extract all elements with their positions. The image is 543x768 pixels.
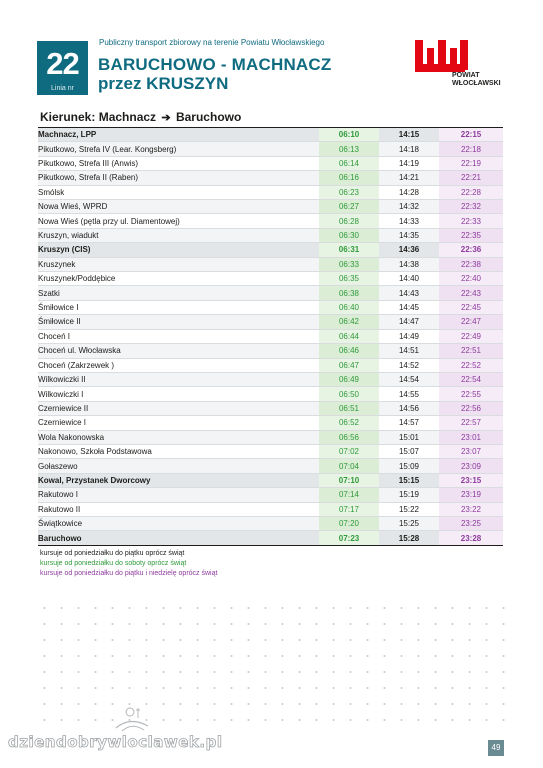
route-via: przez KRUSZYN bbox=[98, 74, 229, 93]
time-course-1: 06:30 bbox=[319, 228, 379, 242]
time-course-2: 14:55 bbox=[379, 387, 439, 401]
time-course-3: 23:22 bbox=[439, 502, 503, 516]
time-course-1: 06:35 bbox=[319, 272, 379, 286]
time-course-3: 22:55 bbox=[439, 387, 503, 401]
time-course-2: 15:01 bbox=[379, 430, 439, 444]
time-course-1: 06:56 bbox=[319, 430, 379, 444]
time-course-2: 14:45 bbox=[379, 300, 439, 314]
time-course-3: 23:01 bbox=[439, 430, 503, 444]
time-course-2: 14:38 bbox=[379, 257, 439, 271]
time-course-2: 14:32 bbox=[379, 200, 439, 214]
time-course-1: 06:46 bbox=[319, 344, 379, 358]
time-course-2: 14:56 bbox=[379, 401, 439, 415]
table-row bbox=[38, 142, 503, 156]
table-row bbox=[38, 156, 503, 170]
stop-name: Wilkowiczki I bbox=[38, 387, 319, 401]
line-number: 22 bbox=[46, 46, 79, 81]
time-course-3: 22:47 bbox=[439, 315, 503, 329]
table-row bbox=[38, 200, 503, 214]
stop-name: Wilkowiczki II bbox=[38, 372, 319, 386]
table-row bbox=[38, 416, 503, 430]
table-row bbox=[38, 473, 503, 487]
table-row bbox=[38, 488, 503, 502]
stop-name: Czerniewice II bbox=[38, 401, 319, 415]
direction-prefix: Kierunek: bbox=[40, 110, 96, 124]
stop-name: Kruszyn, wiadukt bbox=[38, 228, 319, 242]
time-course-1: 07:04 bbox=[319, 459, 379, 473]
table-row bbox=[38, 272, 503, 286]
time-course-2: 14:35 bbox=[379, 228, 439, 242]
line-caption: Linia nr bbox=[51, 85, 74, 92]
table-row bbox=[38, 531, 503, 545]
time-course-1: 06:49 bbox=[319, 372, 379, 386]
stop-name: Szatki bbox=[38, 286, 319, 300]
table-row bbox=[38, 185, 503, 199]
time-course-2: 14:40 bbox=[379, 272, 439, 286]
table-row bbox=[38, 372, 503, 386]
time-course-3: 22:36 bbox=[439, 243, 503, 257]
stop-name: Czerniewice I bbox=[38, 416, 319, 430]
time-course-2: 14:49 bbox=[379, 329, 439, 343]
arrow-right-icon: ➔ bbox=[161, 112, 171, 124]
time-course-2: 15:22 bbox=[379, 502, 439, 516]
page-header bbox=[0, 0, 543, 100]
time-course-3: 22:33 bbox=[439, 214, 503, 228]
time-course-1: 06:50 bbox=[319, 387, 379, 401]
page-number: 49 bbox=[488, 740, 504, 756]
time-course-2: 14:47 bbox=[379, 315, 439, 329]
route-title: BARUCHOWO - MACHNACZ bbox=[98, 55, 332, 74]
time-course-3: 22:35 bbox=[439, 228, 503, 242]
time-course-1: 06:47 bbox=[319, 358, 379, 372]
time-course-3: 22:32 bbox=[439, 200, 503, 214]
table-row bbox=[38, 430, 503, 444]
watermark-figure-icon bbox=[112, 704, 152, 734]
stop-name: Pikutkowo, Strefa II (Raben) bbox=[38, 171, 319, 185]
time-course-2: 14:51 bbox=[379, 344, 439, 358]
table-row bbox=[38, 401, 503, 415]
time-course-3: 22:18 bbox=[439, 142, 503, 156]
time-course-3: 23:25 bbox=[439, 516, 503, 530]
time-course-1: 06:52 bbox=[319, 416, 379, 430]
time-course-2: 14:43 bbox=[379, 286, 439, 300]
legend-weekday-sunday: kursuje od poniedziałku do piątku i niedzielę oprócz świąt bbox=[40, 570, 218, 577]
time-course-1: 06:31 bbox=[319, 243, 379, 257]
watermark-text: dziendobrywloclawek.pl bbox=[8, 733, 223, 751]
table-row bbox=[38, 171, 503, 185]
time-course-3: 22:45 bbox=[439, 300, 503, 314]
time-course-1: 06:28 bbox=[319, 214, 379, 228]
time-course-2: 14:28 bbox=[379, 185, 439, 199]
table-row bbox=[38, 387, 503, 401]
stop-name: Nowa Wieś, WPRD bbox=[38, 200, 319, 214]
stop-name: Kruszynek/Poddębice bbox=[38, 272, 319, 286]
time-course-3: 22:54 bbox=[439, 372, 503, 386]
time-course-1: 06:23 bbox=[319, 185, 379, 199]
time-course-2: 15:07 bbox=[379, 444, 439, 458]
decorative-dot-grid bbox=[36, 600, 506, 730]
stop-name: Śmiłowice II bbox=[38, 315, 319, 329]
time-course-1: 06:42 bbox=[319, 315, 379, 329]
time-course-2: 15:09 bbox=[379, 459, 439, 473]
stop-name: Baruchowo bbox=[38, 531, 319, 545]
stop-name: Gołaszewo bbox=[38, 459, 319, 473]
time-course-1: 07:14 bbox=[319, 488, 379, 502]
time-course-1: 06:27 bbox=[319, 200, 379, 214]
stop-name: Wola Nakonowska bbox=[38, 430, 319, 444]
stop-name: Smólsk bbox=[38, 185, 319, 199]
header-subtitle: Publiczny transport zbiorowy na terenie Powiatu Włocławskiego bbox=[99, 38, 325, 47]
stop-name: Choceń (Zakrzewek ) bbox=[38, 358, 319, 372]
stop-name: Śmiłowice I bbox=[38, 300, 319, 314]
table-row bbox=[38, 214, 503, 228]
time-course-1: 07:23 bbox=[319, 531, 379, 545]
time-course-2: 14:21 bbox=[379, 171, 439, 185]
stop-name: Rakutowo I bbox=[38, 488, 319, 502]
table-row bbox=[38, 286, 503, 300]
time-course-3: 23:09 bbox=[439, 459, 503, 473]
time-course-1: 06:14 bbox=[319, 156, 379, 170]
time-course-3: 22:52 bbox=[439, 358, 503, 372]
stop-name: Nowa Wieś (pętla przy ul. Diamentowej) bbox=[38, 214, 319, 228]
stop-name: Kowal, Przystanek Dworcowy bbox=[38, 473, 319, 487]
time-course-3: 22:51 bbox=[439, 344, 503, 358]
time-course-1: 07:02 bbox=[319, 444, 379, 458]
powiat-logo-text: POWIAT WŁOCŁAWSKI bbox=[452, 72, 501, 87]
time-course-3: 22:28 bbox=[439, 185, 503, 199]
time-course-3: 22:56 bbox=[439, 401, 503, 415]
time-course-1: 07:10 bbox=[319, 473, 379, 487]
time-course-2: 14:19 bbox=[379, 156, 439, 170]
direction-from: Machnacz bbox=[98, 110, 157, 124]
time-course-1: 07:17 bbox=[319, 502, 379, 516]
stop-name: Pikutkowo, Strefa IV (Lear. Kongsberg) bbox=[38, 142, 319, 156]
time-course-1: 06:13 bbox=[319, 142, 379, 156]
table-row bbox=[38, 502, 503, 516]
stop-name: Kruszynek bbox=[38, 257, 319, 271]
stop-name: Machnacz, LPP bbox=[38, 128, 319, 142]
time-course-3: 23:19 bbox=[439, 488, 503, 502]
timetable-body bbox=[38, 128, 503, 546]
time-course-1: 07:20 bbox=[319, 516, 379, 530]
time-course-1: 06:51 bbox=[319, 401, 379, 415]
stop-name: Choceń ul. Włocławska bbox=[38, 344, 319, 358]
time-course-1: 06:38 bbox=[319, 286, 379, 300]
time-course-2: 14:15 bbox=[379, 128, 439, 142]
time-course-1: 06:33 bbox=[319, 257, 379, 271]
time-course-3: 22:43 bbox=[439, 286, 503, 300]
time-course-1: 06:16 bbox=[319, 171, 379, 185]
time-course-2: 14:36 bbox=[379, 243, 439, 257]
timetable bbox=[38, 127, 503, 546]
time-course-2: 14:52 bbox=[379, 358, 439, 372]
time-course-1: 06:40 bbox=[319, 300, 379, 314]
time-course-3: 23:15 bbox=[439, 473, 503, 487]
time-course-2: 14:18 bbox=[379, 142, 439, 156]
time-course-3: 22:15 bbox=[439, 128, 503, 142]
time-course-2: 14:33 bbox=[379, 214, 439, 228]
stop-name: Pikutkowo, Strefa III (Anwis) bbox=[38, 156, 319, 170]
stop-name: Świątkowice bbox=[38, 516, 319, 530]
table-row bbox=[38, 228, 503, 242]
table-row bbox=[38, 459, 503, 473]
time-course-2: 15:25 bbox=[379, 516, 439, 530]
stop-name: Rakutowo II bbox=[38, 502, 319, 516]
time-course-3: 22:38 bbox=[439, 257, 503, 271]
direction-heading bbox=[40, 110, 241, 124]
time-course-1: 06:44 bbox=[319, 329, 379, 343]
legend bbox=[40, 549, 217, 579]
time-course-3: 22:21 bbox=[439, 171, 503, 185]
time-course-2: 15:19 bbox=[379, 488, 439, 502]
table-row bbox=[38, 257, 503, 271]
legend-mon-sat: kursuje od poniedziałku do soboty oprócz świąt bbox=[40, 560, 187, 567]
table-row bbox=[38, 315, 503, 329]
table-row bbox=[38, 516, 503, 530]
table-row bbox=[38, 344, 503, 358]
stop-name: Choceń I bbox=[38, 329, 319, 343]
time-course-2: 14:54 bbox=[379, 372, 439, 386]
time-course-2: 14:57 bbox=[379, 416, 439, 430]
time-course-3: 22:57 bbox=[439, 416, 503, 430]
legend-weekday: kursuje od poniedziałku do piątku oprócz świąt bbox=[40, 550, 185, 557]
stop-name: Nakonowo, Szkoła Podstawowa bbox=[38, 444, 319, 458]
time-course-3: 22:49 bbox=[439, 329, 503, 343]
time-course-2: 15:15 bbox=[379, 473, 439, 487]
stop-name: Kruszyn (CIS) bbox=[38, 243, 319, 257]
table-row bbox=[38, 243, 503, 257]
table-row bbox=[38, 358, 503, 372]
table-row bbox=[38, 444, 503, 458]
direction-to: Baruchowo bbox=[175, 110, 242, 124]
time-course-3: 23:07 bbox=[439, 444, 503, 458]
table-row bbox=[38, 329, 503, 343]
table-row bbox=[38, 128, 503, 142]
time-course-3: 22:40 bbox=[439, 272, 503, 286]
time-course-3: 22:19 bbox=[439, 156, 503, 170]
table-row bbox=[38, 300, 503, 314]
time-course-1: 06:10 bbox=[319, 128, 379, 142]
line-number-badge bbox=[37, 41, 88, 95]
time-course-3: 23:28 bbox=[439, 531, 503, 545]
time-course-2: 15:28 bbox=[379, 531, 439, 545]
